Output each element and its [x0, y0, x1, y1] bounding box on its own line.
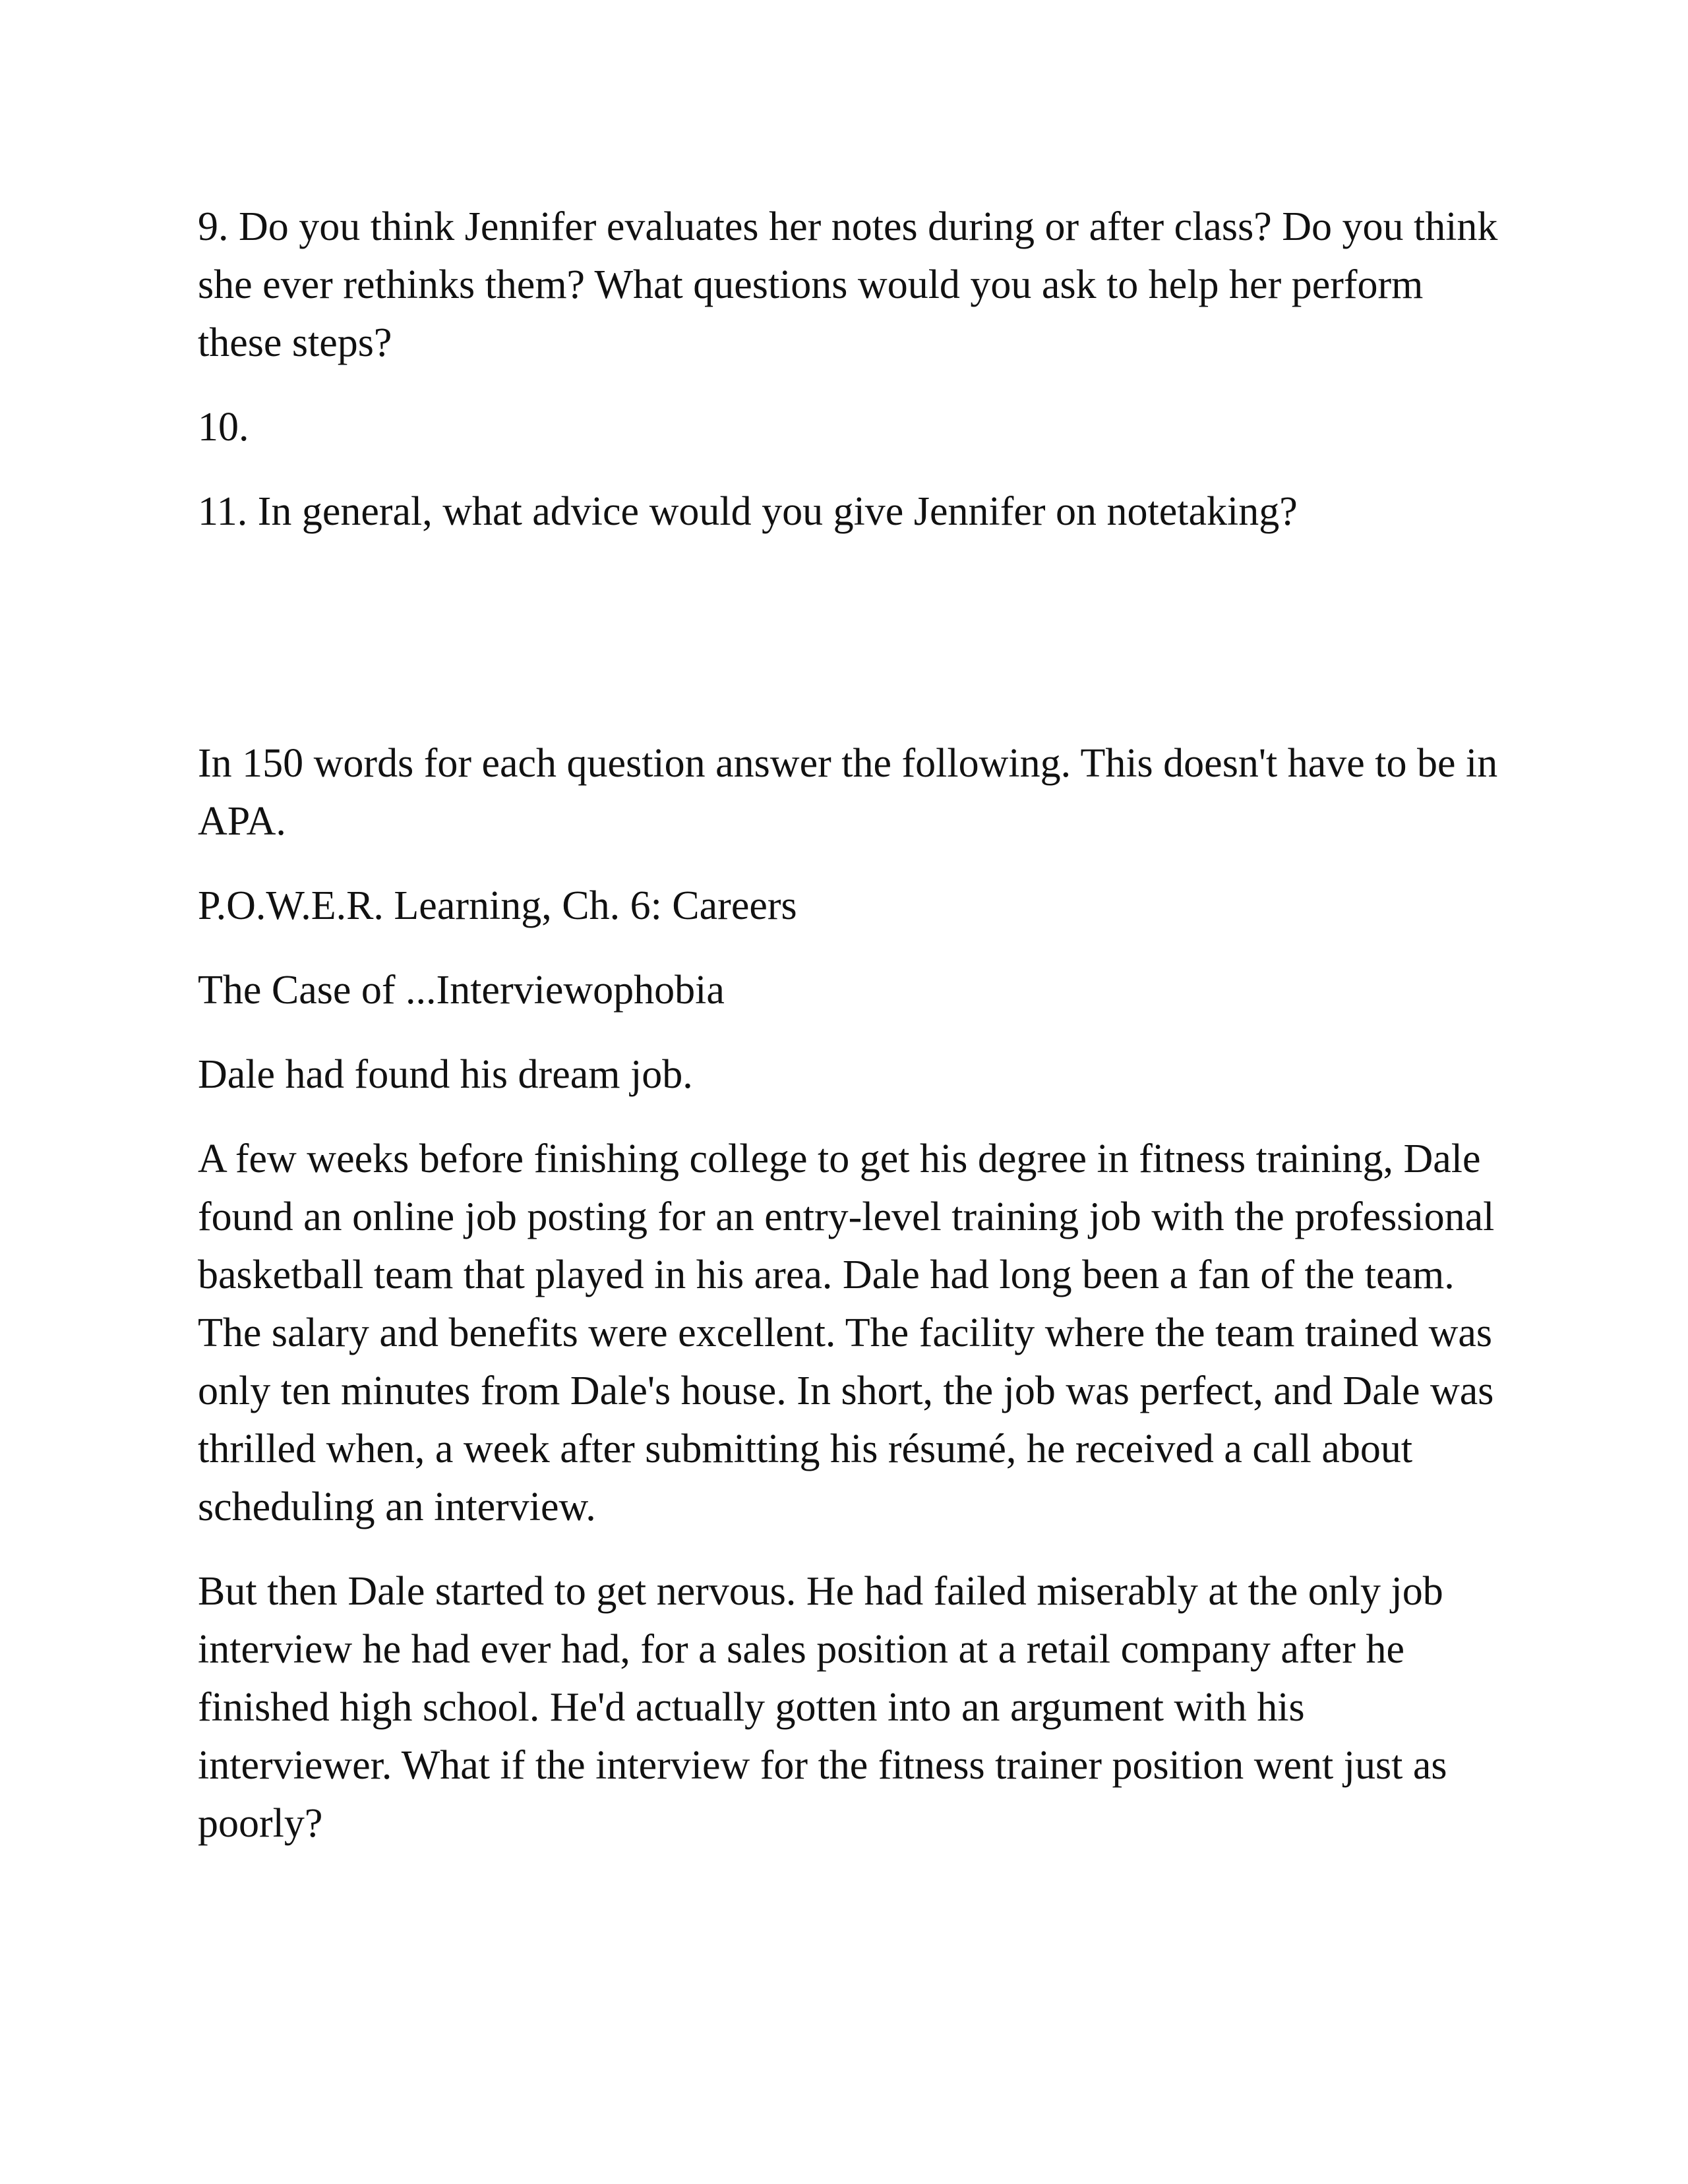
- question-10: 10.: [198, 405, 249, 450]
- source-line: P.O.W.E.R. Learning, Ch. 6: Careers: [198, 883, 797, 928]
- paragraph-1: Dale had found his dream job.: [198, 1052, 693, 1097]
- question-9: 9. Do you think Jennifer evaluates her notes during or after class? Do you think she ever rethinks them? What questions would you ask to help her perform these steps?: [198, 204, 1498, 365]
- case-title: The Case of ...Interviewophobia: [198, 968, 725, 1013]
- instructions: In 150 words for each question answer the following. This doesn't have to be in APA.: [198, 741, 1498, 844]
- paragraph-2: A few weeks before finishing college to get his degree in fitness training, Dale found an online job posting for an entry-level training job with the professional basketball team that played in his area. Dale had long been a fan of the team. The salary and benefits were excellent. The facility where the team trained was only ten minutes from Dale's house. In short, the job was perfect, and Dale was thrilled when, a week after submitting his résumé, he received a call about scheduling an interview.: [198, 1136, 1495, 1529]
- section-spacer: [198, 567, 1503, 734]
- question-11: 11. In general, what advice would you give Jennifer on notetaking?: [198, 489, 1298, 534]
- document-body: [198, 198, 1503, 1879]
- paragraph-3: But then Dale started to get nervous. He had failed miserably at the only job interview he had ever had, for a sales position at a retail company after he finished high school. He'd actually gotten into an argument with his interviewer. What if the interview for the fitness trainer position went just as poorly?: [198, 1569, 1447, 1846]
